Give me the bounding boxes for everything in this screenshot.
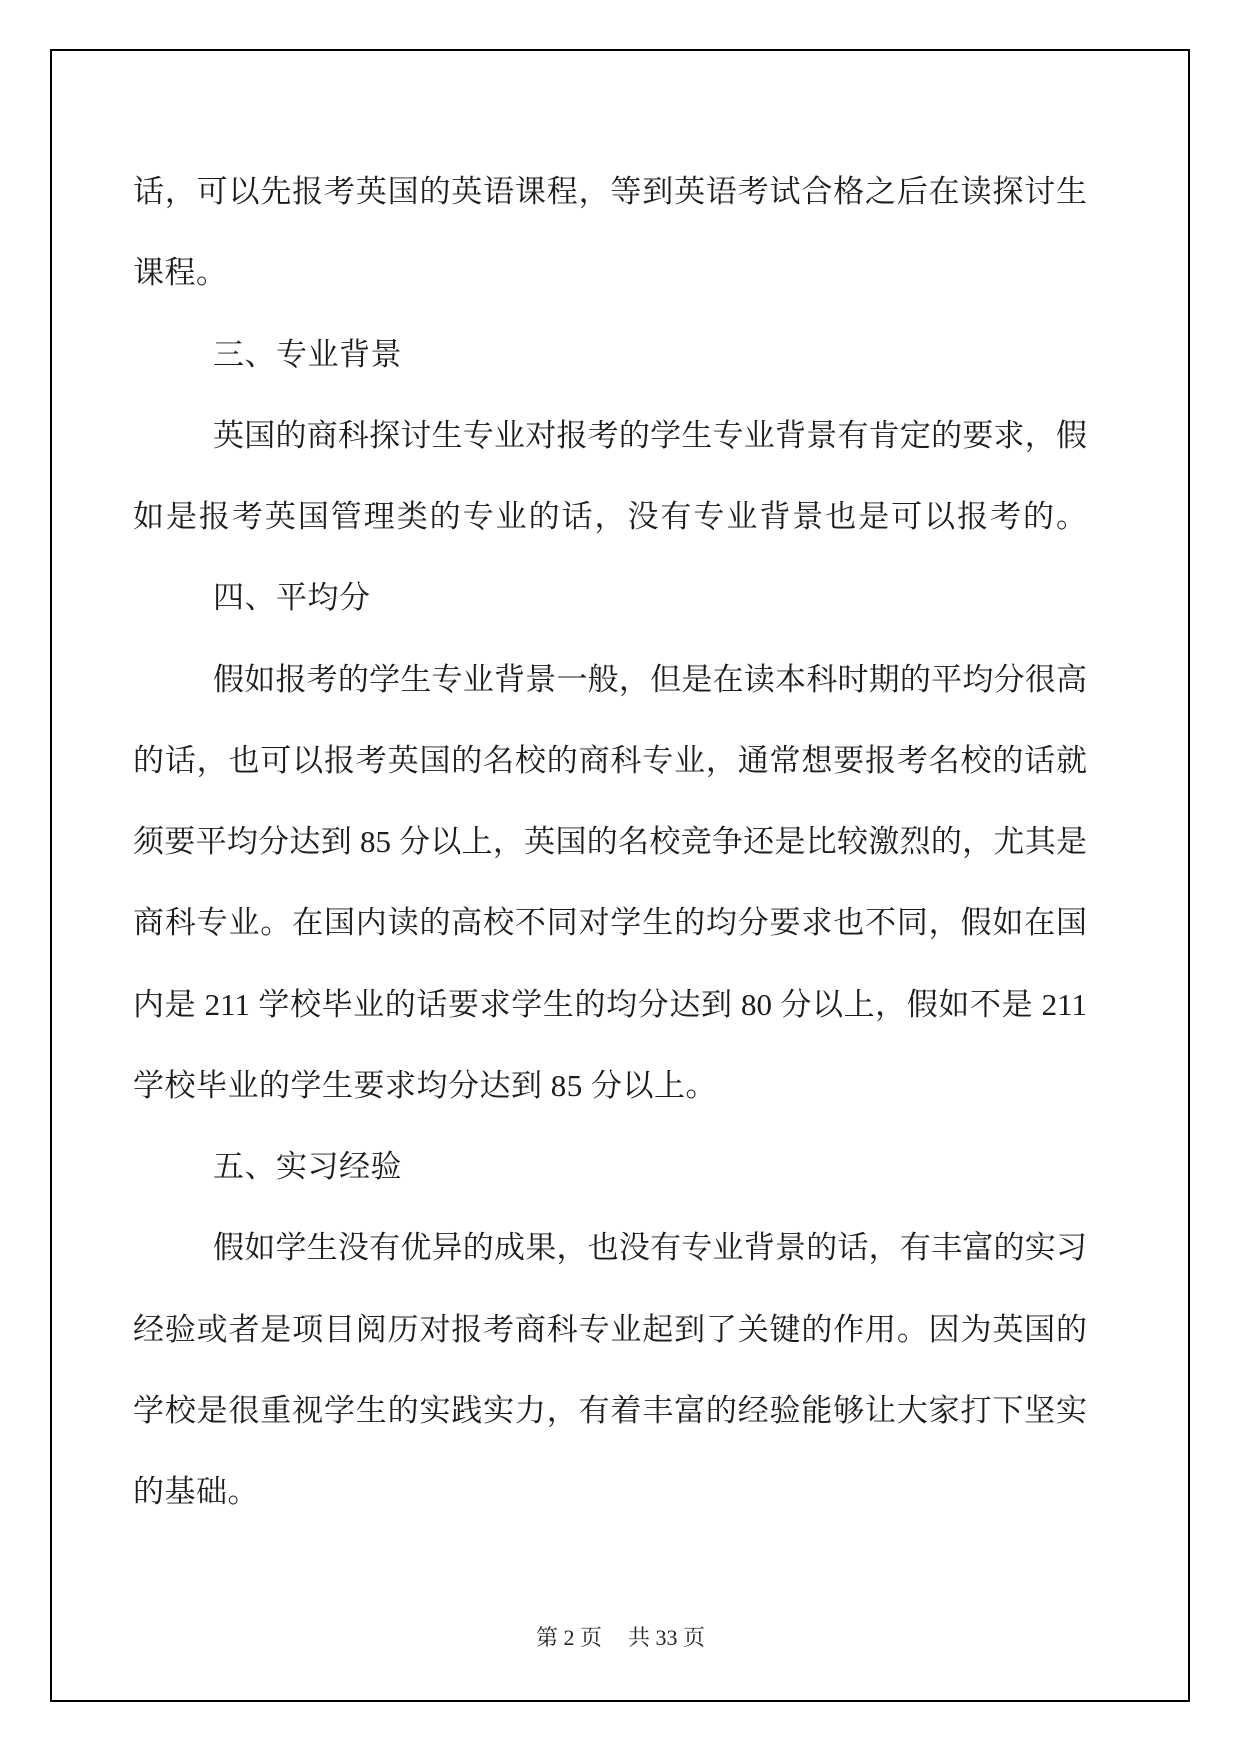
text-line: 英国的商科探讨生专业对报考的学生专业背景有肯定的要求，假 (213, 417, 1087, 453)
text-line: 商科专业。在国内读的高校不同对学生的均分要求也不同，假如在国 (133, 905, 1087, 941)
text-line: 内是 211 学校毕业的话要求学生的均分达到 80 分以上，假如不是 211 (133, 986, 1087, 1022)
page-number: 第 2 页 (535, 1625, 602, 1650)
text-line: 学校毕业的学生要求均分达到 85 分以上。 (133, 1067, 717, 1103)
text-line: 的基础。 (133, 1474, 259, 1509)
text-line: 须要平均分达到 85 分以上，英国的名校竞争还是比较激烈的，尤其是 (133, 824, 1087, 859)
text-line: 三、专业背景 (213, 336, 402, 372)
text-line: 的话，也可以报考英国的名校的商科专业，通常想要报考名校的话就 (133, 742, 1087, 778)
text-line: 假如学生没有优异的成果，也没有专业背景的话，有丰富的实习 (213, 1230, 1087, 1266)
document-body (133, 151, 1087, 1532)
text-line: 五、实习经验 (213, 1149, 402, 1184)
text-line: 经验或者是项目阅历对报考商科专业起到了关键的作用。因为英国的 (133, 1311, 1087, 1347)
total-pages: 共 33 页 (628, 1625, 706, 1650)
text-line: 课程。 (133, 255, 228, 291)
text-line: 学校是很重视学生的实践实力，有着丰富的经验能够让大家打下坚实 (133, 1392, 1087, 1428)
text-line: 话，可以先报考英国的英语课程，等到英语考试合格之后在读探讨生 (133, 174, 1087, 209)
text-line: 四、平均分 (213, 580, 371, 616)
text-line: 假如报考的学生专业背景一般，但是在读本科时期的平均分很高 (213, 661, 1087, 697)
page-footer (0, 1623, 1241, 1653)
text-line: 如是报考英国管理类的专业的话，没有专业背景也是可以报考的。 (133, 499, 1087, 534)
